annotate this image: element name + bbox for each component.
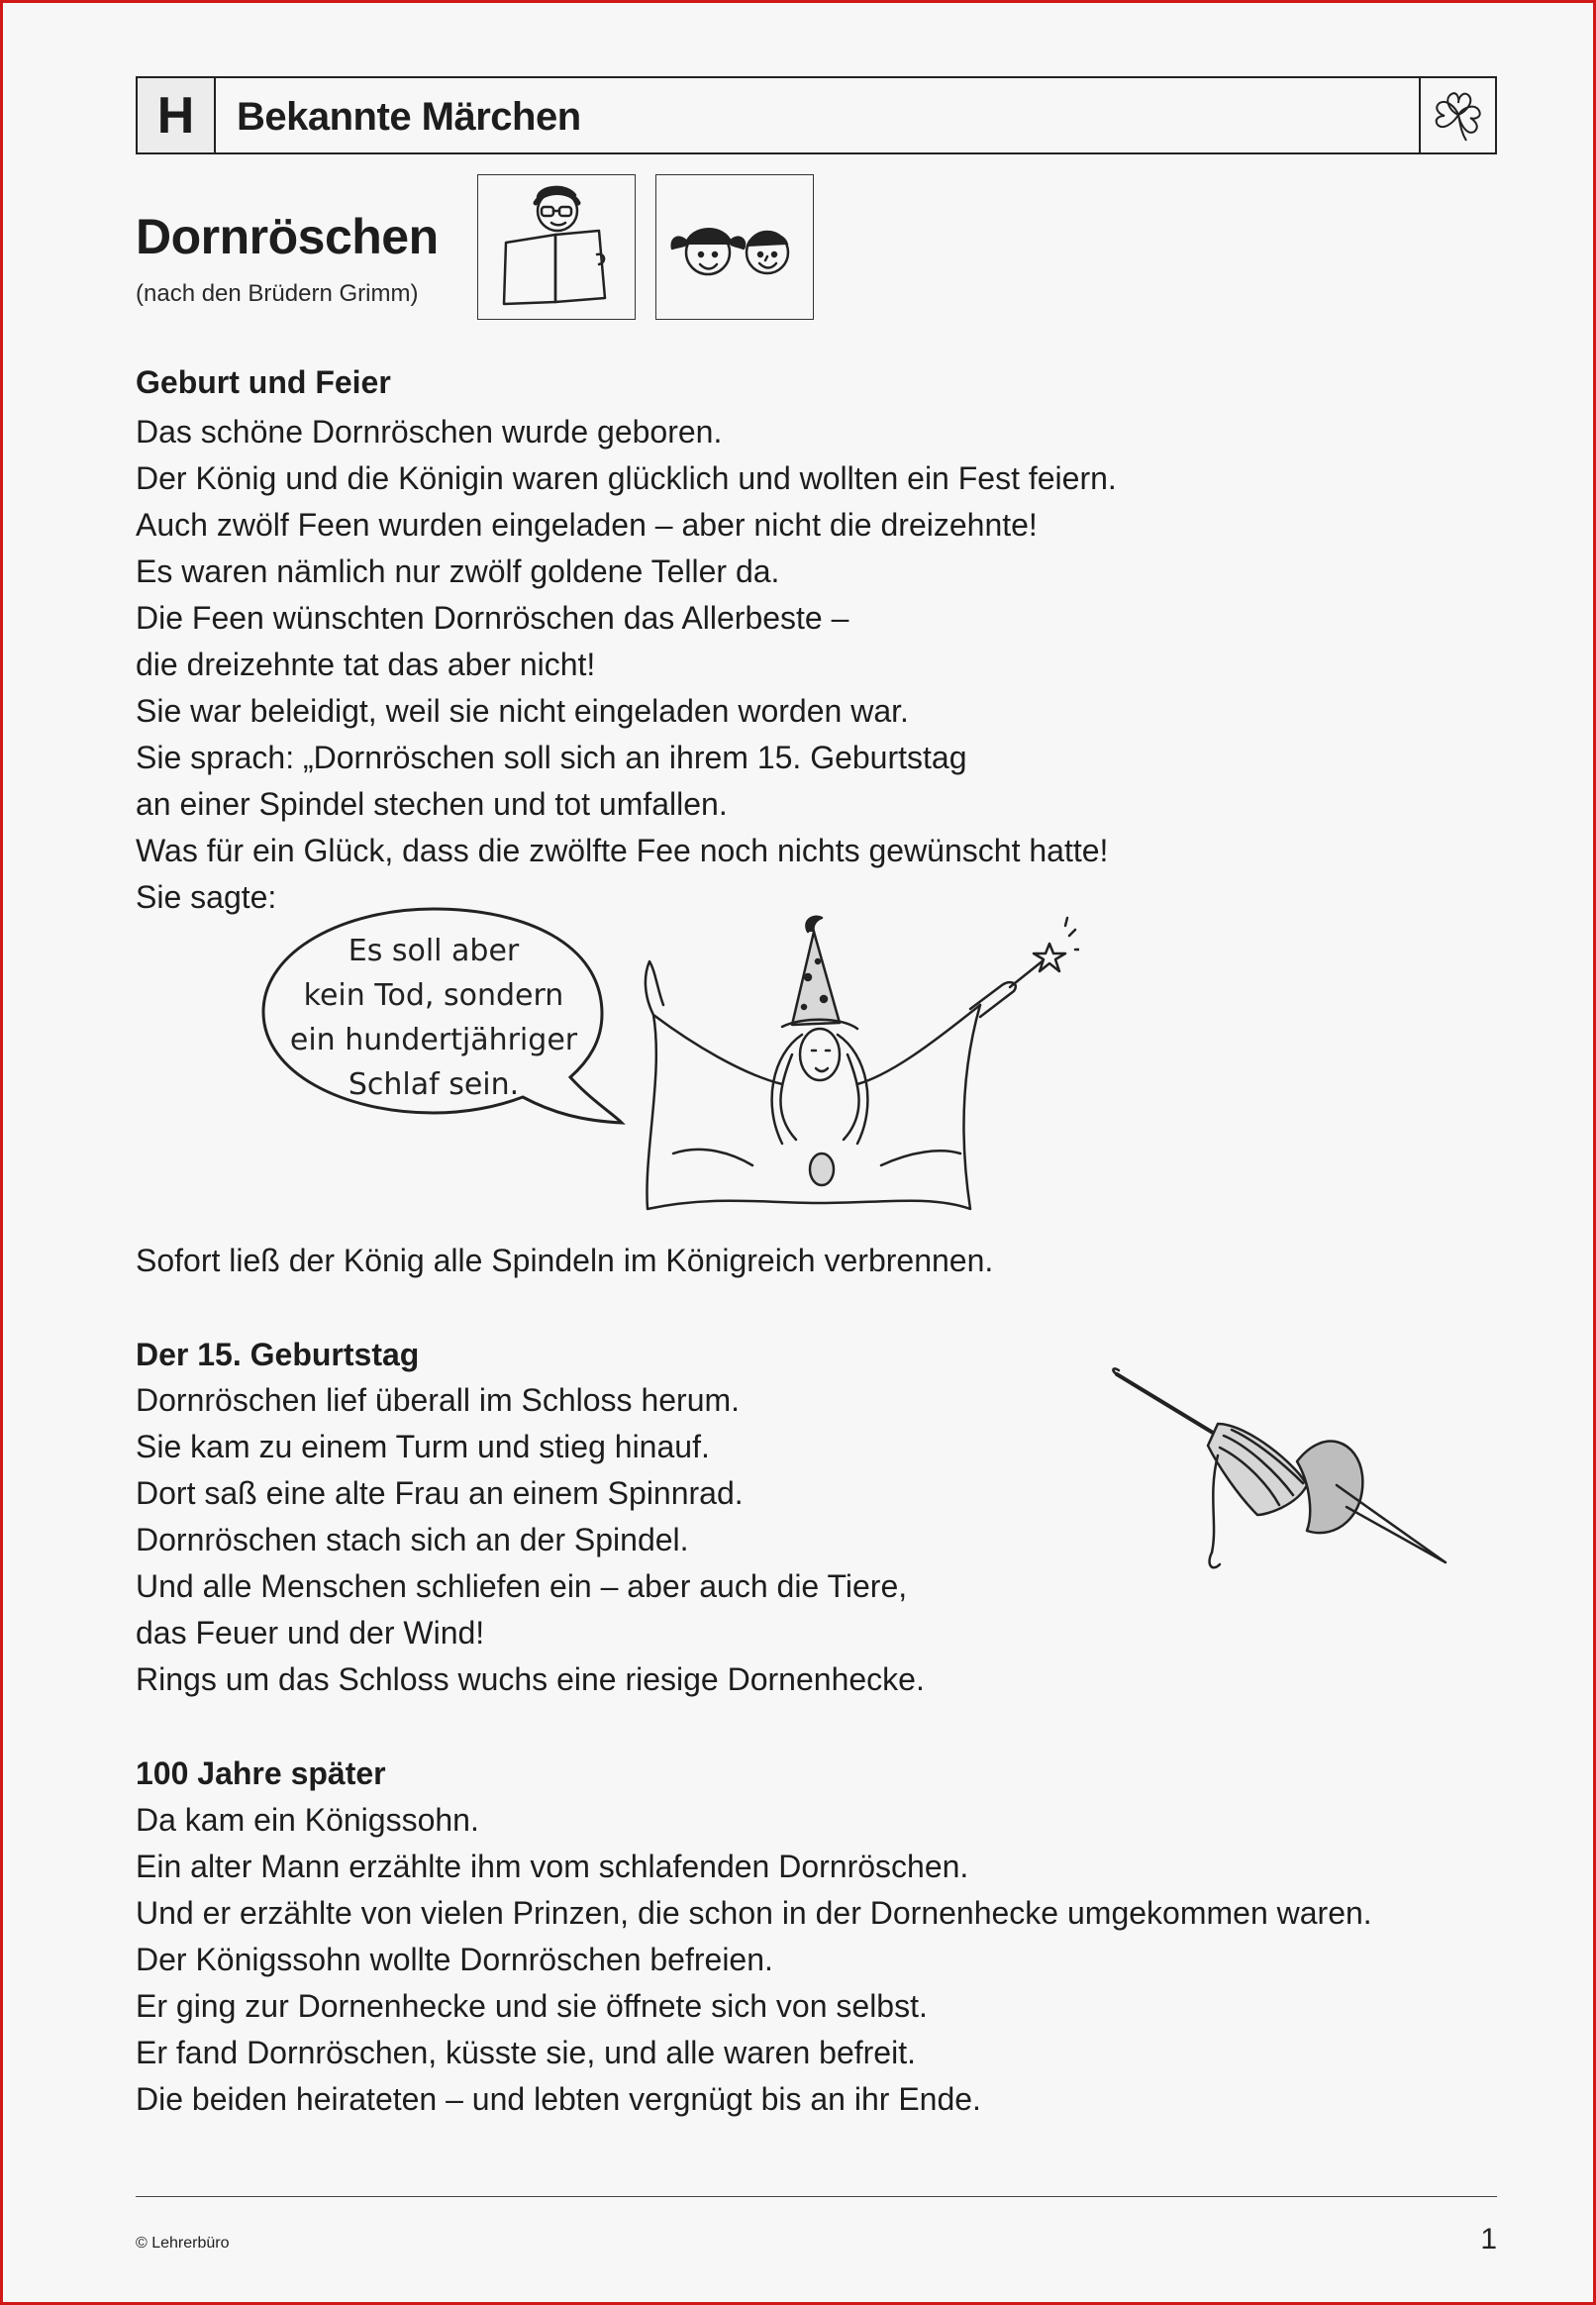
spindle-illustration bbox=[1109, 1366, 1455, 1594]
text-line: Sie kam zu einem Turm und stieg hinauf. bbox=[136, 1429, 710, 1464]
text-line: Sie sagte: bbox=[136, 879, 277, 915]
bubble-line: ein hundertjähriger bbox=[289, 1023, 578, 1057]
text-line: Auch zwölf Feen wurden eingeladen – aber nicht die dreizehnte! bbox=[136, 507, 1038, 543]
text-line: Er fand Dornröschen, küsste sie, und alle waren befreit. bbox=[136, 2035, 916, 2070]
worksheet-header bbox=[136, 76, 1497, 154]
section-text-birth bbox=[136, 409, 1117, 921]
story-subtitle: (nach den Brüdern Grimm) bbox=[136, 280, 419, 307]
text-line: Die Feen wünschten Dornröschen das Allerbeste – bbox=[136, 600, 849, 636]
text-line: Das schöne Dornröschen wurde geboren. bbox=[136, 414, 723, 450]
speech-bubble-text bbox=[275, 929, 592, 1107]
text-line: Was für ein Glück, dass die zwölfte Fee noch nichts gewünscht hatte! bbox=[136, 833, 1109, 868]
text-line: Er ging zur Dornenhecke und sie öffnete sich von selbst. bbox=[136, 1988, 928, 2024]
footer-divider bbox=[136, 2196, 1497, 2197]
text-line: Die beiden heirateten – und lebten vergnügt bis an ihr Ende. bbox=[136, 2081, 981, 2117]
worksheet-title: Bekannte Märchen bbox=[237, 95, 581, 139]
text-line: Der König und die Königin waren glücklich und wollten ein Fest feiern. bbox=[136, 460, 1117, 496]
section-heading-birth: Geburt und Feier bbox=[136, 364, 391, 400]
copyright-notice: © Lehrerbüro bbox=[136, 2235, 230, 2252]
text-line: Da kam ein Königssohn. bbox=[136, 1802, 479, 1838]
text-line: Und alle Menschen schliefen ein – aber auch die Tiere, bbox=[136, 1568, 908, 1604]
text-line: die dreizehnte tat das aber nicht! bbox=[136, 647, 596, 682]
text-line: Dornröschen stach sich an der Spindel. bbox=[136, 1522, 689, 1557]
text-line: Und er erzählte von vielen Prinzen, die schon in der Dornenhecke umgekommen waren. bbox=[136, 1895, 1372, 1931]
section-text-birthday bbox=[136, 1377, 925, 1703]
bubble-line: Schlaf sein. bbox=[348, 1067, 520, 1102]
text-line: Dornröschen lief überall im Schloss herum. bbox=[136, 1382, 741, 1418]
section-heading-birthday: Der 15. Geburtstag bbox=[136, 1337, 420, 1372]
text-line: Sie sprach: „Dornröschen soll sich an ihrem 15. Geburtstag bbox=[136, 740, 967, 775]
text-line: Dort saß eine alte Frau an einem Spinnrad. bbox=[136, 1475, 744, 1511]
text-line: Rings um das Schloss wuchs eine riesige Dornenhecke. bbox=[136, 1661, 925, 1697]
page-number: 1 bbox=[1480, 2223, 1497, 2255]
two-children-pictogram bbox=[655, 174, 814, 320]
reading-child-pictogram bbox=[477, 174, 636, 320]
bubble-line: kein Tod, sondern bbox=[303, 978, 564, 1013]
section-letter: H bbox=[138, 78, 216, 152]
fairy-illustration bbox=[634, 906, 1079, 1223]
text-line: Sie war beleidigt, weil sie nicht eingeladen worden war. bbox=[136, 693, 909, 729]
bubble-line: Es soll aber bbox=[348, 934, 520, 968]
text-line: Ein alter Mann erzählte ihm vom schlafenden Dornröschen. bbox=[136, 1849, 969, 1884]
clover-icon bbox=[1419, 78, 1495, 152]
section-heading-100-years: 100 Jahre später bbox=[136, 1755, 386, 1791]
text-line: Es waren nämlich nur zwölf goldene Teller da. bbox=[136, 553, 780, 589]
story-title: Dornröschen bbox=[136, 209, 439, 264]
text-line: das Feuer und der Wind! bbox=[136, 1615, 485, 1651]
text-line: Der Königssohn wollte Dornröschen befreien. bbox=[136, 1942, 773, 1977]
text-line: Sofort ließ der König alle Spindeln im Königreich verbrennen. bbox=[136, 1243, 994, 1278]
section-text-100-years bbox=[136, 1797, 1372, 2123]
text-line: an einer Spindel stechen und tot umfallen. bbox=[136, 786, 728, 822]
